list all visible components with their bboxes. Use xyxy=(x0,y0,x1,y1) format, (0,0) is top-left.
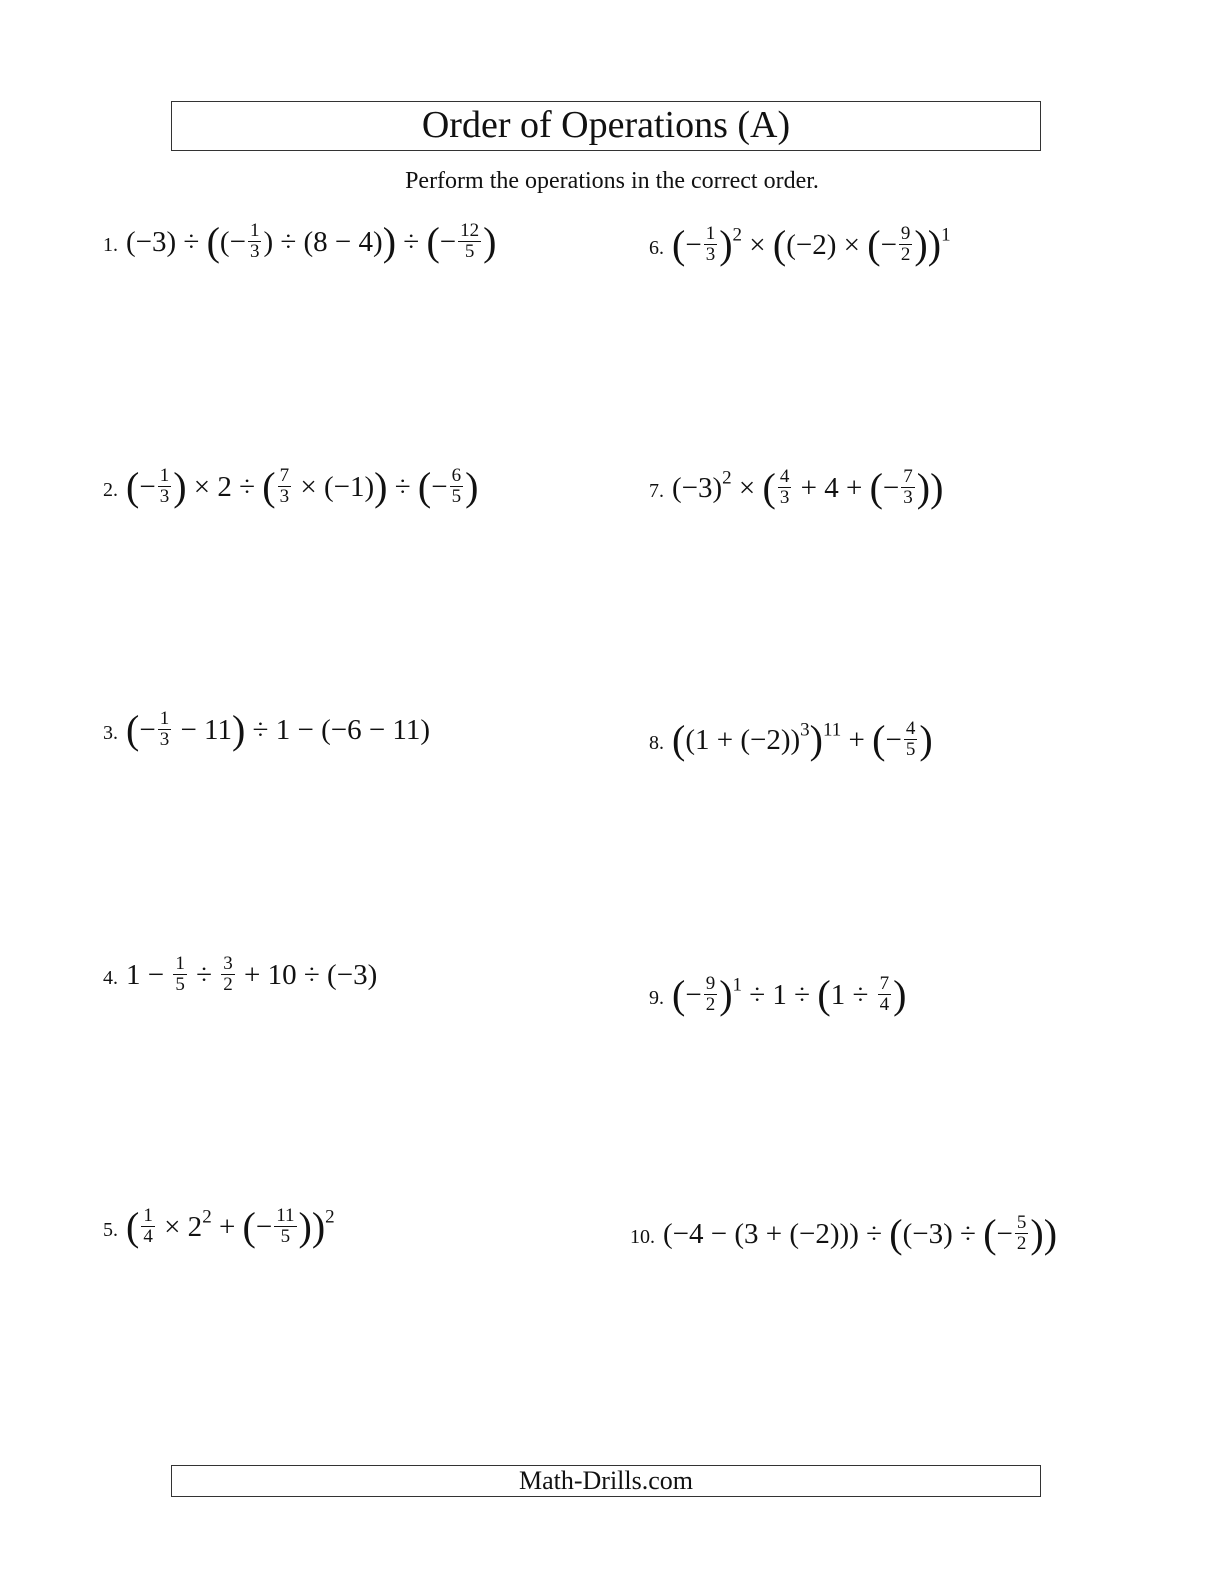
problem-number: 1. xyxy=(103,234,118,256)
instructions: Perform the operations in the correct order. xyxy=(405,168,819,194)
problem-number: 4. xyxy=(103,967,118,989)
problem-4 xyxy=(96,952,378,998)
problem-expression: (− $\frac{1}{3}$ − 11) ÷ 1 − (−6 − 11) xyxy=(126,707,431,752)
problem-2 xyxy=(96,464,479,510)
problem-expression: (− $\frac{1}{3}$ )$^2$ × ((−2) × (− $\frac{9}{2}$ ))$^1$ xyxy=(672,222,951,267)
problem-number: 7. xyxy=(649,480,664,502)
problem-5 xyxy=(96,1204,335,1250)
problem-8 xyxy=(642,717,933,763)
problem-number: 2. xyxy=(103,479,118,501)
problem-number: 6. xyxy=(649,237,664,259)
problem-expression: 1 − $\frac{1}{5}$ ÷ $\frac{3}{2}$ + 10 ÷ (−3) xyxy=(126,952,378,995)
worksheet-title: Order of Operations (A) xyxy=(171,101,1041,151)
footer-source: Math-Drills.com xyxy=(171,1465,1041,1497)
problem-expression: (−3) ÷ ((− $\frac{1}{3}$ ) ÷ (8 − 4)) ÷ (− $\frac{12}{5}$ ) xyxy=(126,219,497,264)
problem-1 xyxy=(96,219,497,265)
problem-number: 10. xyxy=(630,1226,655,1248)
problem-number: 3. xyxy=(103,722,118,744)
problem-expression: ( $\frac{1}{4}$ × $2^2$ + (− $\frac{11}{5}$ ))$^2$ xyxy=(126,1204,335,1249)
problem-number: 5. xyxy=(103,1219,118,1241)
problem-number: 8. xyxy=(649,732,664,754)
problem-expression: (− $\frac{9}{2}$ )$^1$ ÷ 1 ÷ (1 ÷ $\frac{7}{4}$ ) xyxy=(672,972,907,1017)
problem-number: 9. xyxy=(649,987,664,1009)
problem-expression: (−4 − (3 + (−2))) ÷ ((−3) ÷ (− $\frac{5}{2}$ )) xyxy=(663,1211,1058,1256)
problem-9 xyxy=(642,972,907,1018)
problem-3 xyxy=(96,707,431,753)
problem-expression: $((1 + (-2))^3)^{11}$ + (− $\frac{4}{5}$ ) xyxy=(672,717,933,762)
problem-6 xyxy=(642,222,951,268)
problem-7 xyxy=(642,465,944,511)
problem-expression: (− $\frac{1}{3}$ ) × 2 ÷ ( $\frac{7}{3}$ × (−1)) ÷ (− $\frac{6}{5}$ ) xyxy=(126,464,479,509)
problem-10 xyxy=(630,1211,1058,1257)
problem-expression: $(-3)^2$ × ( $\frac{4}{3}$ + 4 + (− $\frac{7}{3}$ )) xyxy=(672,465,944,510)
